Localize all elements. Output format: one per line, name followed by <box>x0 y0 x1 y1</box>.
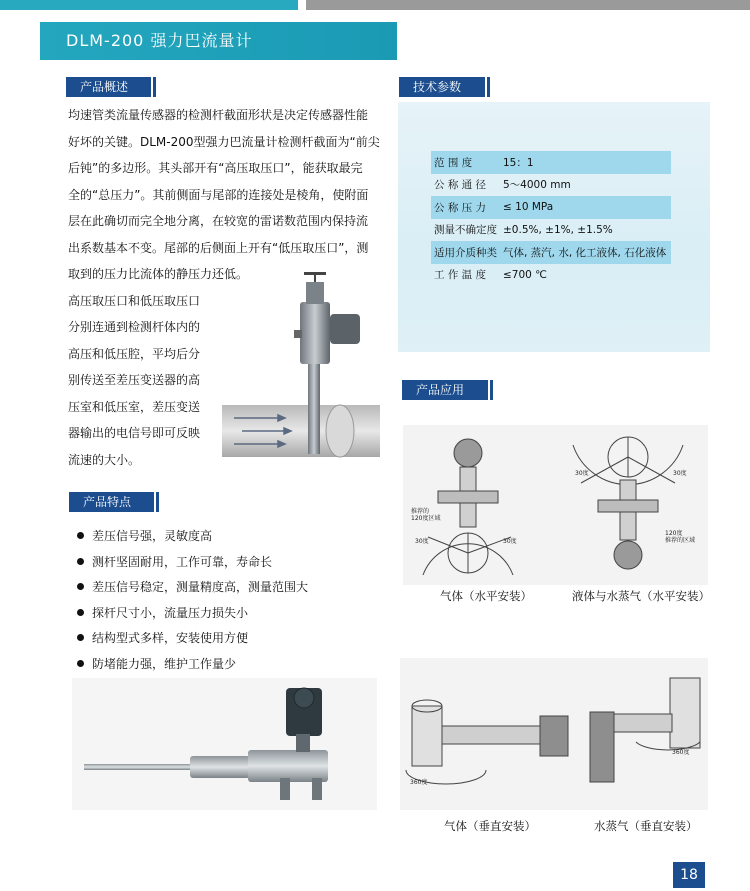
spec-value: ≤ 10 MPa <box>500 196 671 219</box>
spec-row <box>431 241 671 264</box>
spec-key: 工 作 温 度 <box>434 269 487 282</box>
product-photo <box>72 678 377 810</box>
top-bar-gray <box>306 0 750 10</box>
caption-gas-horizontal: 气体（水平安装） <box>440 589 532 603</box>
bullet-icon <box>77 532 84 539</box>
bullet-icon <box>77 609 84 616</box>
overview-line: 高压取压口和低压取压口 <box>68 293 201 308</box>
overview-line: 高压和低压腔，平均后分 <box>68 346 201 361</box>
spec-key: 范 围 度 <box>431 151 500 174</box>
diagram-label-360deg: 360度 <box>672 749 690 756</box>
spec-value: 气体, 蒸汽, 水, 化工液体, 石化液体 <box>500 241 671 264</box>
spec-table <box>431 151 671 286</box>
page-number: 18 <box>673 862 705 888</box>
spec-row <box>431 196 671 219</box>
caption-steam-vertical: 水蒸气（垂直安装） <box>594 819 698 833</box>
overview-line: 全的“总压力”。其前侧面与尾部的连接处是棱角，使附面 <box>68 187 369 202</box>
spec-row <box>431 219 671 242</box>
list-item: 结构型式多样，安装使用方便 <box>77 632 308 658</box>
spec-value: ±0.5%, ±1%, ±1.5% <box>503 223 613 236</box>
overview-line: 后钝”的多边形。其头部开有“高压取压口”，能获取最完 <box>68 161 363 175</box>
bullet-icon <box>77 558 84 565</box>
bullet-icon <box>77 660 84 667</box>
overview-line: 器输出的电信号即可反映 <box>68 426 201 440</box>
caption-gas-vertical: 气体（垂直安装） <box>444 819 536 833</box>
spec-row <box>431 151 671 174</box>
spec-value: ≤700 ℃ <box>503 268 547 281</box>
spec-key: 测量不确定度 <box>434 224 497 237</box>
overview-line: 别传送至差压变送器的高 <box>68 373 201 387</box>
feature-list <box>77 530 308 684</box>
overview-line: 压室和低压室，差压变送 <box>68 399 201 414</box>
overview-line: 层在此确切而完全地分离，在较宽的雷诺数范围内保持流 <box>68 214 369 228</box>
section-tag-overview: 产品概述 <box>66 77 151 97</box>
overview-line: 流速的大小。 <box>68 452 141 467</box>
overview-line: 分别连通到检测杆体内的 <box>68 320 201 334</box>
spec-row <box>431 174 671 197</box>
diagram-label-30deg: 30度 <box>503 538 517 545</box>
diagram-label-30deg: 30度 <box>415 538 429 545</box>
diagram-label-360deg: 360度 <box>410 779 428 786</box>
spec-value: 5～4000 mm <box>503 179 571 192</box>
diagram-horizontal-install <box>403 425 708 585</box>
spec-key: 适用介质种类 <box>431 241 500 264</box>
spec-key: 公 称 通 径 <box>434 179 487 192</box>
section-tag-specs: 技术参数 <box>399 77 485 97</box>
top-bar-teal <box>0 0 298 10</box>
diagram-label-recommended-left: 推荐的 120度区域 <box>411 508 441 522</box>
overview-line: 均速管类流量传感器的检测杆截面形状是决定传感器性能 <box>68 108 369 122</box>
spec-value: 15：1 <box>500 151 671 174</box>
list-item: 探杆尺寸小，流量压力损失小 <box>77 607 308 633</box>
list-item: 测杆坚固耐用，工作可靠，寿命长 <box>77 556 308 582</box>
diagram-vertical-install <box>400 658 708 810</box>
section-tag-application: 产品应用 <box>402 380 488 400</box>
list-item: 差压信号强，灵敏度高 <box>77 530 308 556</box>
overview-line: 出系数基本不变。尾部的后侧面上开有“低压取压口”，测 <box>68 240 369 255</box>
section-tag-features: 产品特点 <box>69 492 154 512</box>
diagram-label-recommended-right: 120度推荐的区域 <box>665 530 696 544</box>
overview-line: 取到的压力比流体的静压力还低。 <box>68 267 249 281</box>
diagram-label-30deg: 30度 <box>673 470 687 477</box>
bullet-icon <box>77 634 84 641</box>
list-item: 差压信号稳定，测量精度高，测量范围大 <box>77 581 308 607</box>
diagram-label-30deg: 30度 <box>575 470 589 477</box>
spec-row <box>431 264 671 287</box>
bullet-icon <box>77 583 84 590</box>
caption-liquid-horizontal: 液体与水蒸气（水平安装） <box>572 589 710 603</box>
spec-key: 公 称 压 力 <box>431 196 500 219</box>
page-title: DLM-200 强力巴流量计 <box>40 22 397 60</box>
probe-in-pipe-image <box>222 272 380 462</box>
list-item: 防堵能力强，维护工作量少 <box>77 658 308 684</box>
overview-line: 好坏的关键。DLM-200型强力巴流量计检测杆截面为“前尖 <box>68 134 380 149</box>
